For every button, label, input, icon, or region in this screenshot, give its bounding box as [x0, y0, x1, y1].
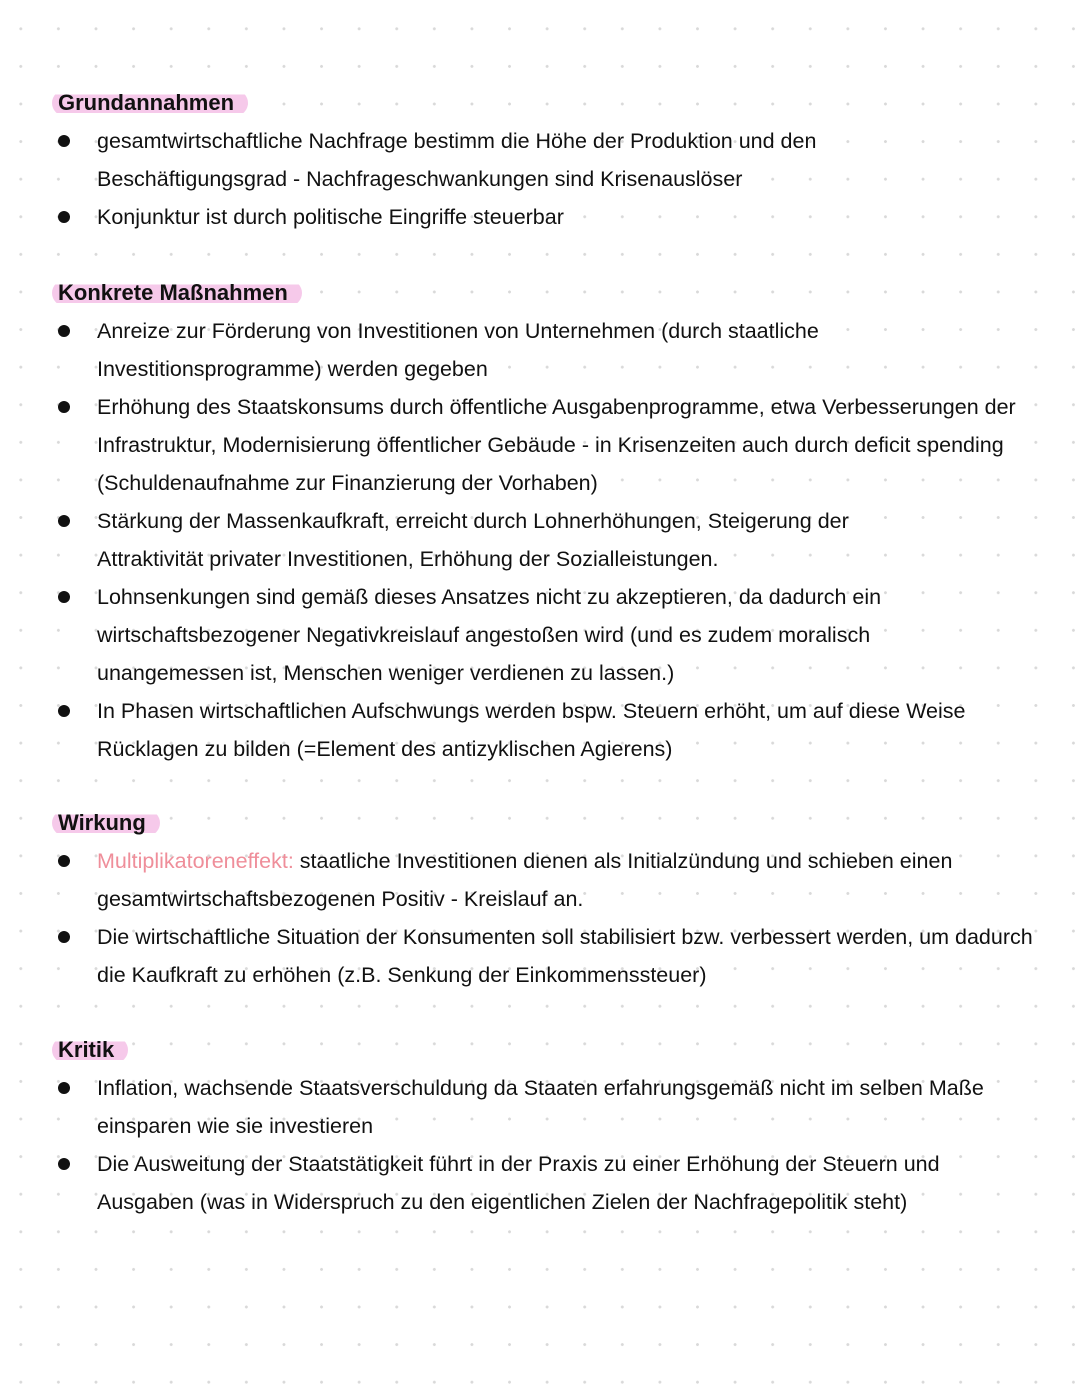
section-massnahmen [52, 280, 1042, 768]
bullet-list-massnahmen [52, 312, 1042, 768]
list-item [52, 842, 977, 918]
bullet-icon [58, 515, 70, 527]
list-item-text: Inflation, wachsende Staatsverschuldung da Staaten erfahrungsgemäß nicht im selben Maße einsparen wie sie investieren [97, 1076, 984, 1138]
list-item-text: Die Ausweitung der Staatstätigkeit führt in der Praxis zu einer Erhöhung der Steuern und Ausgaben (was in Widerspruch zu den eigentlichen Zielen der Nachfragepolitik steht) [97, 1152, 940, 1214]
list-item-text: Die wirtschaftliche Situation der Konsumenten soll stabilisiert bzw. verbessert werden, um dadurch die Kaufkraft zu erhöhen (z.B. Senkung der Einkommenssteuer) [97, 925, 1033, 987]
list-item-text: Konjunktur ist durch politische Eingriffe steuerbar [97, 205, 564, 229]
highlighted-term: Multiplikatoreneffekt: [97, 849, 294, 873]
bullet-list-kritik [52, 1069, 1042, 1221]
bullet-icon [58, 705, 70, 717]
bullet-icon [58, 931, 70, 943]
list-item-text: Erhöhung des Staatskonsums durch öffentliche Ausgabenprogramme, etwa Verbesserungen der Infrastruktur, Modernisierung öffentlicher Gebäude - in Krisenzeiten auch durch deficit spending (Schuldenaufnahme zur Finanzierung der Vorhaben) [97, 395, 1016, 495]
bullet-icon [58, 855, 70, 867]
list-item [52, 122, 887, 198]
list-item [52, 312, 897, 388]
list-item-text: In Phasen wirtschaftlichen Aufschwungs werden bspw. Steuern erhöht, um auf diese Weise Rücklagen zu bilden (=Element des antizyklischen Agierens) [97, 699, 966, 761]
list-item-text: staatliche Investitionen dienen als Initialzündung und schieben einen gesamtwirtschaftsbezogenen Positiv - Kreislauf an. [97, 849, 953, 911]
bullet-icon [58, 1158, 70, 1170]
section-grundannahmen [52, 90, 1042, 236]
bullet-list-wirkung [52, 842, 1042, 994]
bullet-icon [58, 401, 70, 413]
section-heading-kritik: Kritik [52, 1037, 128, 1063]
list-item [52, 388, 1022, 502]
section-heading-massnahmen: Konkrete Maßnahmen [52, 280, 302, 306]
bullet-list-grundannahmen [52, 122, 1042, 236]
bullet-icon [58, 1082, 70, 1094]
list-item-text: gesamtwirtschaftliche Nachfrage bestimm die Höhe der Produktion und den Beschäftigungsgrad - Nachfrageschwankungen sind Krisenauslöser [97, 129, 817, 191]
bullet-icon [58, 591, 70, 603]
list-item-text: Anreize zur Förderung von Investitionen von Unternehmen (durch staatliche Investitionsprogramme) werden gegeben [97, 319, 819, 381]
list-item [52, 918, 1047, 994]
bullet-icon [58, 325, 70, 337]
list-item [52, 1145, 1032, 1221]
list-item [52, 578, 977, 692]
list-item [52, 502, 927, 578]
bullet-icon [58, 211, 70, 223]
list-item-text: Lohnsenkungen sind gemäß dieses Ansatzes nicht zu akzeptieren, da dadurch ein wirtschaftsbezogener Negativkreislauf angestoßen wird (und es zudem moralisch unangemessen ist, Menschen weniger verdienen zu lassen.) [97, 585, 882, 685]
section-wirkung [52, 810, 1042, 994]
section-heading-wirkung: Wirkung [52, 810, 160, 836]
list-item [52, 1069, 1017, 1145]
bullet-icon [58, 135, 70, 147]
list-item-text: Stärkung der Massenkaufkraft, erreicht durch Lohnerhöhungen, Steigerung der Attraktivität privater Investitionen, Erhöhung der Sozialleistungen. [97, 509, 849, 571]
section-kritik [52, 1037, 1042, 1221]
section-heading-grundannahmen: Grundannahmen [52, 90, 248, 116]
list-item [52, 198, 1042, 236]
list-item [52, 692, 982, 768]
